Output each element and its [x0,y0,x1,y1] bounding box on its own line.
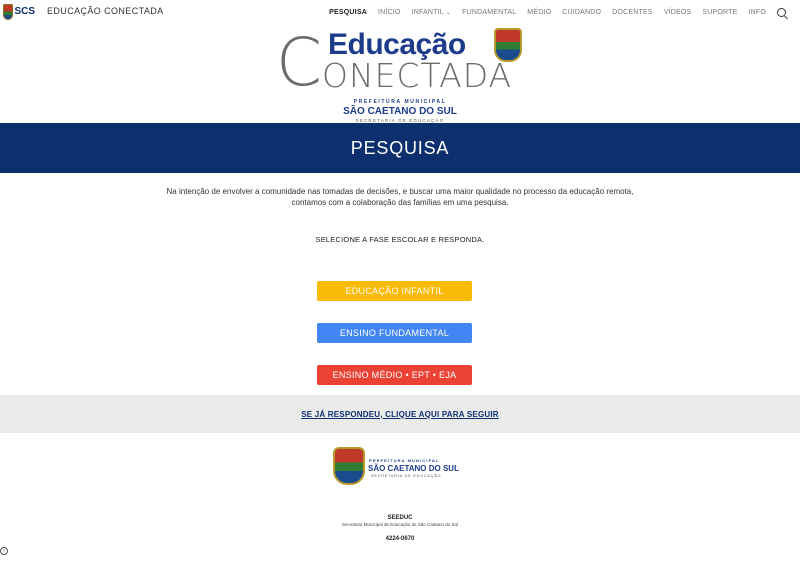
logo-city: SÃO CAETANO DO SUL [343,106,457,117]
footer-org: SEEDUC [387,515,413,521]
nav-item-inicio[interactable]: INÍCIO [377,8,401,16]
site-logo-text: SCS [14,6,35,17]
ensino-medio-button[interactable]: ENSINO MÉDIO • EPT • EJA [317,365,472,385]
nav-item-infantil[interactable] [412,9,452,16]
info-icon[interactable]: i [0,547,8,555]
crest-icon [333,447,365,485]
intro-line-1: Na intenção de envolver a comunidade nas tomadas de decisões, e buscar uma maior qualidade no processo da educação remota, [166,187,634,196]
nav-item-docentes[interactable]: DOCENTES [612,8,653,16]
site-logo[interactable] [3,3,35,20]
footer-city: SÃO CAETANO DO SUL [368,464,459,473]
nav-item-cuidando[interactable]: CUIDANDO [562,8,602,16]
footer-phone: 4224-0670 [385,536,415,542]
nav-item-pesquisa[interactable]: PESQUISA [329,8,367,16]
already-answered-section [0,395,800,433]
intro-text [100,186,700,208]
nav-item-medio[interactable]: MÉDIO [527,8,552,16]
nav-item-videos[interactable]: VÍDEOS [663,8,692,16]
footer-logo [333,447,463,483]
logo-secretaria: SECRETARIA DE EDUCAÇÃO [355,118,445,123]
logo-educacao: Educação [328,28,466,61]
intro-line-2: contamos com a colaboração das famílias em uma pesquisa. [291,198,509,207]
logo-big-c: C [276,24,323,101]
nav-item-suporte[interactable]: SUPORTE [702,8,738,16]
ensino-fundamental-button[interactable]: ENSINO FUNDAMENTAL [317,323,472,343]
crest-icon [3,4,13,20]
nav-item-info[interactable]: INFO [748,8,766,16]
logo-conectada: ONECTADA [322,56,513,95]
already-answered-link[interactable]: SE JÁ RESPONDEU, CLIQUE AQUI PARA SEGUIR [301,409,499,419]
header-logo [276,24,524,124]
footer-prefeitura: PREFEITURA MUNICIPAL [369,458,440,463]
nav-item-fundamental[interactable]: FUNDAMENTAL [462,8,517,16]
instruction-text: SELECIONE A FASE ESCOLAR E RESPONDA. [315,235,485,244]
search-icon[interactable] [777,8,786,17]
footer-org-full: Secretaria Municipal de Educação de São Caetano do Sul [341,522,459,527]
logo-prefeitura: PREFEITURA MUNICIPAL [353,99,447,105]
page-title: PESQUISA [350,137,450,158]
chevron-down-icon: ⌄ [445,9,452,16]
top-nav-bar [0,0,800,24]
nav-item-infantil-label: INFANTIL [411,8,444,16]
site-name[interactable]: EDUCAÇÃO CONECTADA [47,6,164,16]
main-nav [329,0,800,24]
educacao-infantil-button[interactable]: EDUCAÇÃO INFANTIL [317,281,472,301]
page-banner [0,123,800,173]
footer-secretaria: SECRETARIA DE EDUCAÇÃO [371,474,442,478]
